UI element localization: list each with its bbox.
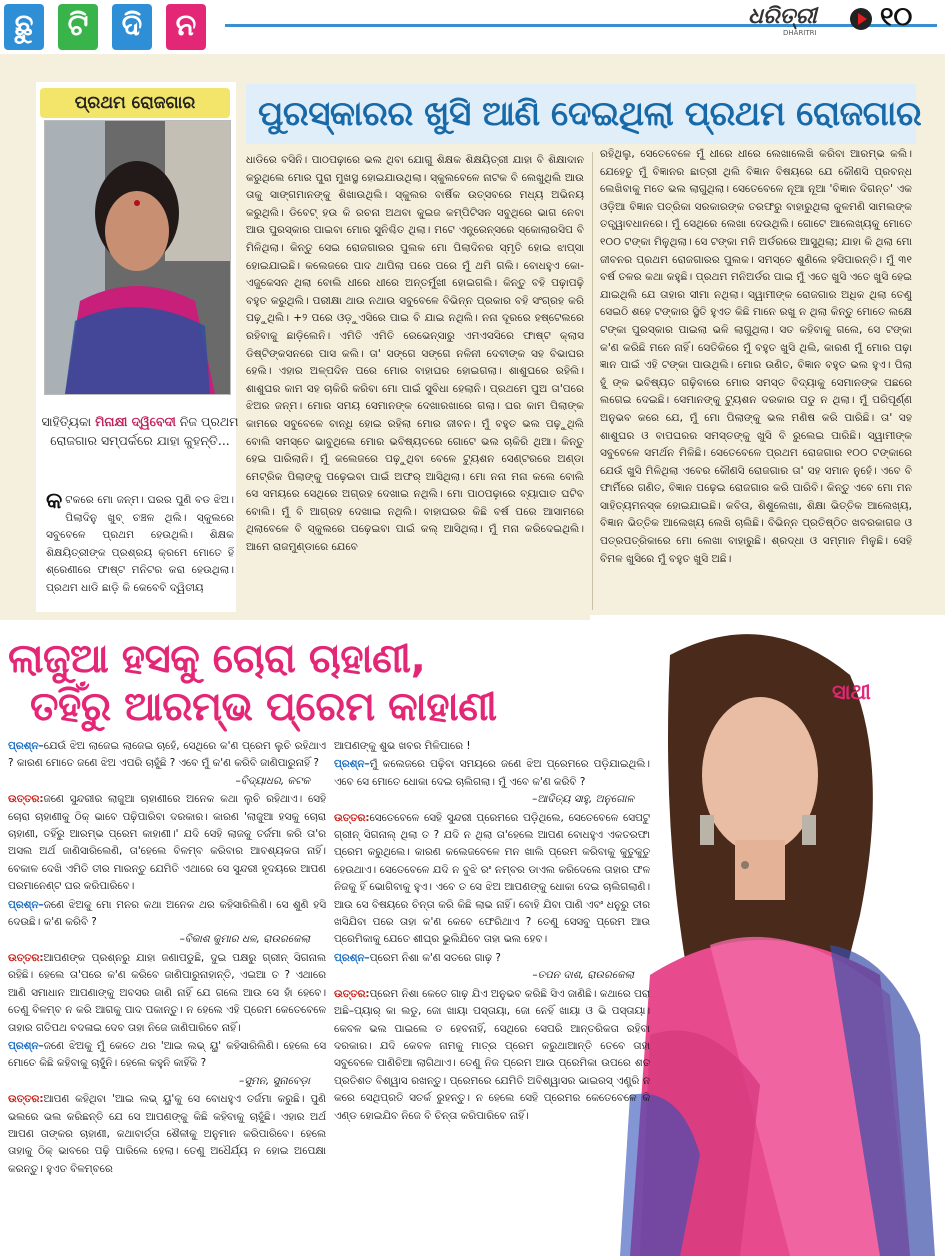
qa-text: ଆପଣ କହିଥିବା 'ଆଇ ଲଭ୍ ୟୁ'କୁ ସେ ବୋଧହୁଏ ତର୍ଜମା କରୁଛି। ପୁଣି ଭଲରେ ଭଲ କରିଛନ୍ତି ଯେ ସେ ଆପଣଙ୍କୁ କିଛି କହିବାକୁ ଚାହୁଁଛି। ଏହାର ଅର୍ଥ ଆପଣ ତାଙ୍କର ଚାହାଣୀ, କଥାବାର୍ତ୍ତା ଶୈଳୀକୁ ଅନୁମାନ କରିପାରିବେ। ହେଲେ ତାହାକୁ ଠିକ୍ ଭାବରେ ପଢ଼ି ପାରିଲେ ହେଲା। ତେଣୁ ଅଧୈର୍ଯ୍ୟ ନ ହୋଇ ଅପେକ୍ଷା କରନ୍ତୁ। ହୁଏତ ବିଳମ୍ବରେ	[8, 1093, 326, 1175]
qa-text: ଜଣେ ଝିଅକୁ ମୋ ମନର କଥା ଅନେକ ଥର କହିସାରିଲିଣି। ସେ ଶୁଣି ହସି ଦେଉଛି। କ'ଣ କରିବି ?	[8, 898, 326, 929]
question-author: –ସୁମନ, ସୁନାବେଡ଼ା	[239, 1074, 310, 1087]
qa-text: ପ୍ରେମ ନିଶା କ'ଣ ସତରେ ଗାଢ଼ ?	[369, 951, 501, 964]
article-column-2: ଧାଡିରେ ବସିନି। ପାଠପଢ଼ାରେ ଭଲ ଥିବା ଯୋଗୁ ଶିକ୍ଷକ ଶିକ୍ଷୟିତ୍ରୀ ଯାହା ବି ଶିକ୍ଷାଦାନ କରୁଥିଲେ ମୋର ପୁରା ମୁଖସ୍ଥ ହୋଇଯାଉଥିଲା। ସ୍କୁଲବେଳେ ନାଟକ ବି ଲେଖୁଥିଲି ଆଉ ତାକୁ ସାଙ୍ଗମାନଙ୍କୁ ଶିଖାଉଥିଲି। ସ୍କୁଲର ବାର୍ଷିକ ଉତ୍ସବରେ ମଧ୍ୟ ଅଭିନୟ କରୁଥିଲି। ଡିବେଟ୍ ହଉ କି ରଚନା ଅଥବା କୁଇଜ କମ୍ପିଟିସନ ସବୁଥିରେ ଭାଗ ନେବା ଆଉ ପୁରସ୍କାର ପାଇବା ମୋର ସୁନିଶ୍ଚିତ ଥିଲା। ମଟେ ଏନ୍ଟ୍ରେନ୍ସରେ ସ୍କୋଲାରସିପ ବି ମିଳିଥିଲା। କିନ୍ତୁ ସେଇ ରୋଜଗାରର ପୁଲକ ମୋ ପିଲାଦିନର ସ୍ମୃତି ହୋଇ ଝାପ୍ସା ହୋଇଯାଇଛି। କଲେଜରେ ପାଦ ଥାପିଲା ପରେ ପରେ ମୁଁ ଥମି ଗଲି। ବୋଧହୁଏ କୋ-ଏଜୁକେସନ ଥିଲା ବୋଲି ଧୀରେ ଧୀରେ ଅନ୍ତର୍ମୁଖୀ ହୋଇଗଲି। କିନ୍ତୁ ବହି ପଢ଼ାପଢ଼ି ବହୁତ କରୁଥିଲି। ପରୀକ୍ଷା ଥାଉ ନଥାଉ ସବୁବେଳେ ବିଭିନ୍ନ ପ୍ରକାର ବହି ସଂଗ୍ରହ କରି ପଢ଼ୁଥିଲି। +୨ ପରେ ଓଡ଼ୁଏସିରେ ପାଇ ବି ଯାଇ ନଥିଲି। ନନା ଦୂରରେ ହଷ୍ଟେଲରେ ରହିବାକୁ ଛାଡ଼ିଲେନି। ଏମିତି ଏମିତି ରେଭେନ୍ସାରୁ ଏମଏସସିରେ ଫାଷ୍ଟ କ୍ଲାସ ଡିଷ୍ଟିଙ୍କସନରେ ପାସ କଲି। ତା' ସଙ୍ଗେ ସଙ୍ଗେ ନଳିନୀ ଦେବୀଙ୍କ ସହ ବିଭାଘର ହେଲି। ଏହାର ଅଳ୍ପଦିନ ପରେ ମୋର ବାହାଘର ହୋଇଗଲା। ଶାଶୁଘରେ ରହିଲି। ଶାଶୁଘର କାମ ସହ ଚାକିରି କରିବା ମୋ ପାଇଁ ସୁବିଧା ହେଲାନି। ପ୍ରଥମେ ପୁଅ ତା'ପରେ ଝିଅର ଜନ୍ମ। ମୋର ସମୟ ସେମାନଙ୍କ ଦେଖାରଖାରେ ଗଲା। ଘର କାମ ପିଲାଙ୍କ କାମରେ ସବୁବେଳେ ବାନ୍ଧି ହୋଇ ରହିଲା ମୋର ଜୀବନ। ମୁଁ ବହୁତ ଭଲ ପଢ଼ୁଥିଲି ବୋଲି ସମସ୍ତେ ଭାବୁଥିଲେ ମୋର ଭବିଷ୍ୟତରେ ଗୋଟେ ଭଲ ଚାକିରି ଥିଆ। କିନ୍ତୁ ହେଇ ପାରିଲାନି। ମୁଁ କଲେଜରେ ପଢ଼ୁଥିବା ବେଳେ ଟ୍ୟୁଶନ ସେଣ୍ଟରରେ ଅଣ୍ଡା ମେଟ୍ରିକ ପିଲାଙ୍କୁ ପଢ଼େଇବା ପାଇଁ ଅଫର୍ ଆସିଥିଲା। ମୋ ନନା ମନା କଲେ ବୋଲି ସେ ସମୟରେ ସେଥିରେ ଅଗ୍ରହ ଦେଖାଇ ନଥିଲି। ମୋ ପାଠପଢ଼ାରେ ବ୍ୟାଘାତ ଘଟିବ ବୋଲି। ମୁଁ ବି ଆଗ୍ରହ ଦେଖାଇ ନଥିଲି। ବାହାଘରର କିଛି ବର୍ଷ ପରେ ଆସାମରେ ଥିଲାବେଳେ ବି ସ୍କୁଲରେ ପଢ଼େଇବା ପାଇଁ କଲ୍ ଆସିଥିଲା। ମୁଁ ମନା କରିଦେଇଥିଲି। ଆମେ ରାଜମୁଣ୍ଡାରେ ଯେବେ	[246, 154, 584, 554]
answer-label: ଉତ୍ତର:	[8, 793, 44, 806]
qa-text: ମୁଁ କଲେଜରେ ପଢ଼ିବା ସମୟରେ ଜଣେ ଝିଅ ପ୍ରେମରେ ପଡ଼ିଯାଇଥିଲି। ଏବେ ସେ ମୋତେ ଧୋକା ଦେଇ ଚାଲିଗଲା। ମୁଁ ଏବେ କ'ଣ କରିବି ?	[334, 758, 650, 788]
author-photo-illustration	[45, 121, 230, 394]
caption-rest: ନିଜ ପ୍ରଥମ ରୋଜଗାର ସମ୍ପର୍କରେ ଯାହା କୁହନ୍ତି...	[50, 414, 239, 448]
page-number: ୧୦	[880, 2, 913, 32]
drop-cap: କ	[46, 492, 63, 514]
bottom-headline-line-2: ତହିଁରୁ ଆରମ୍ଭ ପ୍ରେମ କାହାଣୀ	[30, 684, 497, 730]
section-letter-4: ନ	[166, 4, 206, 50]
question-label: ପ୍ରଶ୍ନ–	[8, 740, 44, 752]
question-label: ପ୍ରଶ୍ନ–	[334, 758, 370, 771]
qa-text: ଯେଉଁ ଝିଅ ଲାଜେଇ ଲାଜେଇ ଚାହେଁ, ସେଥିରେ କ'ଣ ପ୍ରେମ ଲୁଚି ରହିଥାଏ ? କାରଣ ମୋତେ ଜଣେ ଝିଅ ଏପରି ଚାହୁଁଛି ? ଏବେ ମୁଁ କ'ଣ କରିବି ଜାଣିପାରୁନାହିଁ ?	[8, 740, 326, 770]
photo-caption	[40, 412, 240, 450]
continued-text	[334, 738, 650, 755]
answer	[8, 791, 326, 895]
answer	[8, 1091, 326, 1178]
answer-label: ଉତ୍ତର:	[334, 987, 370, 1000]
question-author: –ତପନ ଦାଶ, ରାଉରକେଲା	[532, 969, 634, 982]
answer-label: ଉତ୍ତର:	[8, 1093, 44, 1106]
section-letter-1: ଛୁ	[4, 4, 44, 50]
article-column-3: ରହିଥିଲୁ, ସେତେବେଳେ ମୁଁ ଧୀରେ ଧୀରେ ଲେଖାଲେଖି କରିବା ଆରମ୍ଭ କଲି। ଯେହେତୁ ମୁଁ ବିଜ୍ଞାନର ଛାତ୍ରୀ ଥିଲି ବିଜ୍ଞାନ ବିଷୟରେ ଯେ କୌଣସି ପ୍ରବନ୍ଧ ଲେଖିବାକୁ ମତେ ଭଲ ଲାଗୁଥିଲା। ସେତେବେଳେ ନୂଆ ନୂଆ 'ବିଜ୍ଞାନ ଦିଗନ୍ତ' ଏକ ଓଡ଼ିଆ ବିଜ୍ଞାନ ପତ୍ରିକା ସରକାରଙ୍କ ତରଫରୁ ବାହାରୁଥିଲା କୁଳମଣି ସାମଲଙ୍କ ତତ୍ତ୍ୱାବଧାନରେ। ମୁଁ ସେଥିରେ ଲେଖା ଦେଉଥିଲି। ଗୋଟେ ଆଲେଖ୍ୟକୁ ମୋତେ ୧୦୦ ଟଙ୍କା ମିଳୁଥିଲା। ସେ ଟଙ୍କା ମନି ଅର୍ଡରରେ ଆସୁଥିଲା; ଯାହା କି ଥିଲା ମୋ ଜୀବନର ପ୍ରଥମ ରୋଜଗାରର ପୁଲକ। ସମସ୍ତେ ଶୁଣିଲେ ହସିପାରନ୍ତି। ମୁଁ ୩୧ ବର୍ଷ ତଳର କଥା କହୁଛି। ପ୍ରଥମ ମନିଅର୍ଡର ପାଇ ମୁଁ ଏତେ ଖୁସି ଏତେ ଖୁସି ହେଇ ଯାଇଥିଲି ଯେ ତାହାର ସୀମା ନଥିଲା। ସ୍ୱାମୀଙ୍କ ରୋଜଗାର ଅଧିକ ଥିଲା ତେଣୁ ସେଇଠି ଶହେ ଟଙ୍କାର ସ୍ଥିତି ହୁଏତ କିଛି ମାନେ ରଖୁ ନ ଥିଲା କିନ୍ତୁ ମୋତେ ଲକ୍ଷେ ଟଙ୍କା ପୁରସ୍କାର ପାଇଲା ଭଳି ଲାଗୁଥିଲା। ସତ କହିବାକୁ ଗଲେ, ସେ ଟଙ୍କା କ'ଣ କରିଛି ମନେ ନାହିଁ। ସେତିକିରେ ମୁଁ ବହୁତ ଖୁସି ଥିଲି, କାରଣ ମୁଁ ମୋର ପଢ଼ା ଜ୍ଞାନ ପାଇଁ ଏହି ଟଙ୍କା ପାଉଥିଲି। ମୋର ଉଣିତ, ବିଜ୍ଞାନ ବହୁତ ଭଲ ହୁଏ। ପିଲା ହୁଁ ଙ୍କ ଭବିଷ୍ୟତ ଗଢ଼ିବାରେ ମୋର ସମସ୍ତ ବିଦ୍ୟାକୁ ସେମାନଙ୍କ ପଛରେ ଲଗେଇ ଦେଇଛି। ସେମାନଙ୍କୁ ଟ୍ୟୁଶନ ଦରକାର ପଡୁ ନ ଥିଲା। ମୁଁ ପରିପୂର୍ଣ୍ଣ ଅନୁଭବ କରେ ଯେ, ମୁଁ ମୋ ପିଲାଙ୍କୁ ଭଲ ମଣିଷ କରି ପାରିଛି। ତା' ସହ ଶାଶୁଘର ଓ ବାପଘରର ସମସ୍ତଙ୍କୁ ଖୁସି ବି ରୁଲେଇ ପାରିଛି। ସ୍ୱାମୀଙ୍କ ସବୁବେଳେ ସମର୍ଥନ ମିଳିଛି। ସେତେବେଳେ ପ୍ରଥମ ରୋଜଗାର ୧୦୦ ଟଙ୍କାରେ ଯେଉଁ ଖୁସି ମିଳିଥିଲା ଏବେର କୌଣସି ରୋଜଗାର ତା' ସହ ସମାନ ନୁହେଁ। ଏବେ ବି ଫାର୍ମିରେ ଗଣିତ, ବିଜ୍ଞାନ ପଢ଼େଇ ରୋଜଗାର କରି ପାରିବି। କିନ୍ତୁ ଏବେ ମୋ ମନ ସାହିତ୍ୟମନସ୍କ ହୋଇଯାଇଛି। କବିତା, ଶିଶୁଲେଖା, ଶିକ୍ଷା ଭିତ୍ତିକ ଆଲେଖ୍ୟ, ବିଜ୍ଞାନ ଭିତ୍ତିକ ଆଲେଖ୍ୟ ଲେଖି ଚାଲିଛି। ବିଭିନ୍ନ ପ୍ରତିଷ୍ଠିତ ଖବରକାଗଜ ଓ ପତ୍ରପତ୍ରିକାରେ ମୋ ଲେଖା ବାହାରୁଛି। ଶ୍ରଦ୍ଧା ଓ ସମ୍ମାନ ମିଳୁଛି। ସେହି ବିମଳ ଖୁସିରେ ମୁଁ ବହୁତ ଖୁସି ଅଛି।	[600, 148, 912, 565]
answer	[334, 810, 650, 949]
caption-name: ମିନାକ୍ଷୀ ଦ୍ୱିବେଦୀ	[95, 414, 176, 429]
answer-label: ଉତ୍ତର:	[8, 951, 44, 964]
section-letter-2: ଟି	[58, 4, 98, 50]
column-divider-1	[592, 152, 593, 610]
answer-label: ଉତ୍ତର:	[334, 811, 370, 824]
question-author: –ବିଦ୍ୟାଧର, କଟକ	[235, 774, 310, 787]
newspaper-logo-sub: DHARITRI	[783, 29, 817, 37]
newspaper-logo: ଧରିତ୍ରୀ	[748, 4, 817, 29]
question-label: ପ୍ରଶ୍ନ–	[8, 898, 44, 911]
qa-column-left	[8, 738, 326, 1250]
header-rule	[225, 24, 937, 27]
question	[334, 950, 650, 985]
question	[8, 897, 326, 949]
qa-text: ଆପଣଙ୍କୁ ଶୁଭ ଖବର ମିଳିପାରେ !	[334, 740, 471, 752]
answer	[334, 986, 650, 1125]
question-label: ପ୍ରଶ୍ନ–	[334, 951, 370, 964]
bottom-headline-line-1: ଲାଜୁଆ ହସକୁ ଚୋରା ଚାହାଣୀ,	[8, 636, 426, 682]
qa-column-middle	[334, 738, 650, 1250]
qa-text: ଜଣେ ଝିଅକୁ ମୁଁ କେତେ ଥର 'ଆଇ ଲଭ୍ ୟୁ' କହିସାରିଲିଣି। ହେଲେ ସେ ମୋତେ କିଛି କହିବାକୁ ଚାହୁଁନି। ହେଲେ କହୁନି କାହିଁକି ?	[8, 1039, 326, 1070]
qa-text: ସେତେବେଳେ ସେହି ସୁନ୍ଦରୀ ପ୍ରେମରେ ପଡ଼ିଥିଲେ, ସେତେବେଳେ ସେପଟୁ ଗ୍ରୀନ୍ ସିଗନାଲ୍ ଥିଲା ତ ? ଯଦି ନ ଥିଲା ତା'ହେଲେ ଆପଣ ବୋଧହୁଏ ଏକତରଫା ପ୍ରେମ କରୁଥିଲେ। କାରଣ କଲେଜବେଳେ ମନ ଖାଲି ପ୍ରେମ କରିବାକୁ କୁତୁକୁତୁ ହେଉଥାଏ। ସେତେବେଳେ ଯଦି ନ ବୁଝି ରଂ ନମ୍ବର ଡାଏଲ କରିଦେଲେ ତାହାର ଫଳ ନିଜକୁ ହିଁ ଭୋଗିବାକୁ ହୁଏ। ଏବେ ତ ସେ ଝିଅ ଆପଣଙ୍କୁ ଧୋକା ଦେଇ ଚାଲିଗଲାଣି। ଆଉ ସେ ବିଷୟରେ ଚିନ୍ତା କରି କିଛି ଲାଭ ନାହିଁ। ବୋହି ଯିବା ପାଣି ଏବଂ ଧନୁରୁ ତୀର ଖସିଯିବା ପରେ ତାହା କ'ଣ କେବେ ଫେରିଥାଏ ? ତେଣୁ ସେସବୁ ପ୍ରେମ ଆଉ ପ୍ରେମିକାକୁ ଯେତେ ଶୀଘ୍ର ଭୁଲିଯିବେ ତାହା ଭଲ ହେବ।	[334, 811, 650, 946]
column-1-text: ଟକରେ ମୋ ଜନ୍ମ। ଘରର ପୁଣି ବଡ ଝିଅ। ପିଲାଦିନୁ ଖୁବ୍ ଚଞ୍ଚଳ ଥିଲି। ସ୍କୁଲରେ ସବୁବେଳେ ପ୍ରଥମ ହେଉଥିଲି। ଶିକ୍ଷକ ଶିକ୍ଷୟିତ୍ରୀଙ୍କ ପ୍ରଶ୍ରୟ କ୍ରମେ ମୋତେ ହିଁ ଶ୍ରେଣୀରେ ଫାଷ୍ଟ ମନିଟର କରା ହେଉଥିଲା। ପ୍ରଥମ ଧାଡି ଛାଡ଼ି କି କେବେବି ଦ୍ୱିତୀୟ	[46, 494, 234, 594]
author-photo	[44, 120, 231, 395]
qa-text: ଆପଣଙ୍କ ପ୍ରଶ୍ନରୁ ଯାହା ଜଣାପଡୁଛି, ଦୁଇ ପକ୍ଷରୁ ଗ୍ରୀନ୍ ସିଗନାଲ ରହିଛି। ହେଲେ ତା'ପରେ କ'ଣ କରିବେ ଜାଣିପାରୁନାହାନ୍ତି, ଏଇଆ ତ ? ଏଥାରେ ଆଣି ସମାଧାନ ଆପଣାଙ୍କୁ ଅବସର ଜାଣି ନାହିଁ ଯେ ଗଲେ ଆଉ ସେ ହାଁ ହେବେ। ତେଣୁ ବିଳମ୍ବ ନ କରି ଆଗକୁ ପାଦ ପକାନ୍ତୁ। ନ ହେଲେ ଏହି ପ୍ରେମ କେତେବେଳେ ତାହାର ଗତିପଥ ବଦଳାଇ ଦେବ ତାହା ନିଜେ ଜାଣିପାରିବେ ନାହିଁ।	[8, 951, 326, 1034]
section-letter-3: ଦି	[112, 4, 152, 50]
question-label: ପ୍ରଶ୍ନ–	[8, 1039, 44, 1052]
top-headline: ପୁରସ୍କାରର ଖୁସି ଆଣି ଦେଇଥିଲା ପ୍ରଥମ ରୋଜଗାର	[258, 94, 922, 134]
question	[334, 756, 650, 808]
answer	[8, 950, 326, 1037]
question-author: –ବିକାଶ କୁମାର ଧଳ, ରାଉରକେଲା	[179, 933, 310, 946]
play-icon	[850, 8, 872, 30]
column-name: ସାଥୀ	[832, 680, 871, 704]
kicker-label: ପ୍ରଥମ ରୋଜଗାର	[40, 88, 230, 118]
qa-text: ପ୍ରେମ ନିଶା କେତେ ଗାଢ଼ ଯିଏ ଅନୁଭବ କରିଛି ସିଏ ଜାଣିଛି। କଥାରେ ପରା ଅଛି–ପ୍ୟାର୍ କା ଲଡୁ, ଜୋ ଖାୟା ପସ୍ତାୟା, ଜୋ ନେହିଁ ଖାୟା ଓ ଭି ପସ୍ତାୟା। କେବଳ ଭଲ ପାଇଲେ ତ ହେବନାହିଁ, ସେଥିରେ ସେପରି ଆନ୍ତରିକତା ରହିବା ଦରକାର। ଯଦି କେବଳ ନାମକୁ ମାତ୍ର ପ୍ରେମ କରୁଥାଆନ୍ତି ତେବେ ତାହା ସବୁବେଳେ ପାଣିଚିଆ ଲାଗିଥାଏ। ତେଣୁ ନିଜ ପ୍ରେମ ଆଉ ପ୍ରେମିକା ଉପରେ ଶତ ପ୍ରତିଶତ ବିଶ୍ୱାସ ରଖନ୍ତୁ। ପ୍ରେମରେ ଯେମିତି ଅବିଶ୍ୱାସର ଭାଇରସ୍ ଏଣ୍ଟ୍ରି ନ କରେ ସେଥିପ୍ରତି ସତର୍କ ରୁହନ୍ତୁ। ନ ହେଲେ ସେହି ପ୍ରେମର କେତେବେଳେ କି ଏଣ୍ଡ ହୋଇଯିବ ନିଜେ ବି ଚିନ୍ତା କରିପାରିବେ ନାହିଁ।	[334, 987, 650, 1122]
question	[8, 1038, 326, 1090]
caption-prefix: ସାହିତ୍ୟିକା	[41, 414, 92, 429]
qa-text: ଜଣେ ସୁନ୍ଦରୀର ଲାଜୁଆ ଚାହାଣୀରେ ଅନେକ କଥା ଲୁଚି ରହିଥାଏ। ସେହି ଚୋରା ଚାହାଣୀକୁ ଠିକ୍ ଭାବେ ପଢ଼ିପାରିବା ଦରକାର। କାରଣ 'ଲାଜୁଆ ହସକୁ ଚୋରା ଚାହାଣୀ, ତହିଁରୁ ଆରମ୍ଭ ପ୍ରେମ କାହାଣୀ।' ଯଦି ସେହି ଲାଜକୁ ତର୍ଜମା କରି ତା'ର ଅସଲ ଅର୍ଥ ଜାଣିସାରିଲେଣି, ତା'ହେଲେ ବିଳମ୍ବ କରିବାର ଆବଶ୍ୟକତା ନାହିଁ। ବେକାଳ ଦେଖି ଏମିତି ତୀର ମାରନ୍ତୁ ଯେମିତି ଏଥାରେ ସେ ସୁନ୍ଦରୀ ହୃଦୟରେ ଆପଣ ପରମାନେଣ୍ଟ ଘର କରିପାରିବେ।	[8, 793, 326, 893]
question	[8, 738, 326, 790]
article-column-1	[46, 492, 234, 612]
question-author: –ଆଦିତ୍ୟ ସାହୁ, ଅନୁଗୋଳ	[532, 793, 634, 806]
